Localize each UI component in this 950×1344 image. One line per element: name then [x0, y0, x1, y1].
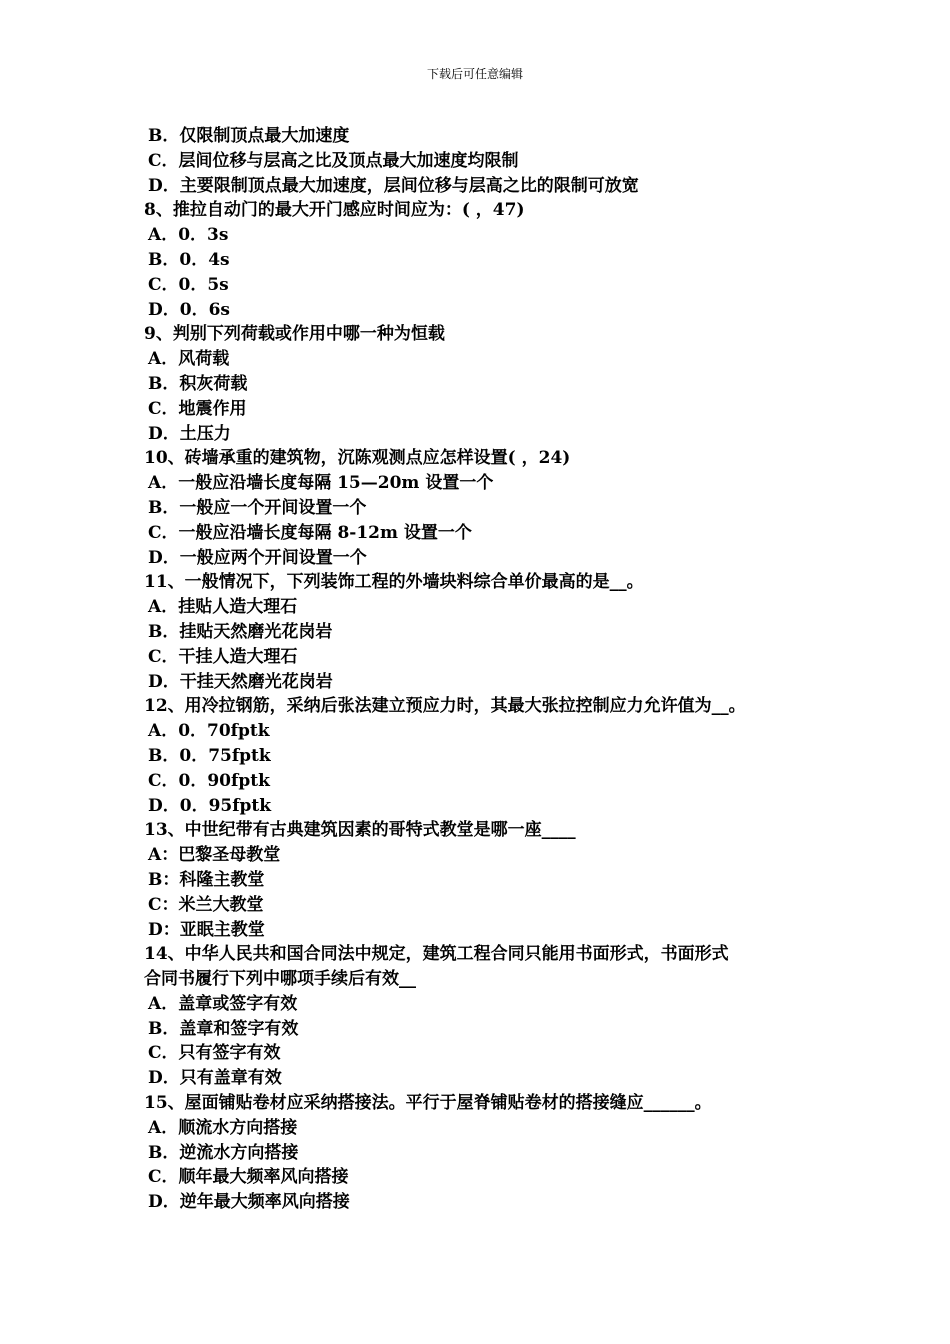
answer-option: C．层间位移与层高之比及顶点最大加速度均限制	[148, 150, 519, 171]
answer-option: B．逆流水方向搭接	[148, 1142, 299, 1163]
answer-option: C．干挂人造大理石	[148, 646, 298, 667]
answer-option: A．一般应沿墙长度每隔 15—20m 设置一个	[148, 473, 494, 494]
question-text: 11、一般情况下，下列装饰工程的外墙块料综合单价最高的是__。	[144, 572, 644, 593]
answer-option: C．顺年最大频率风向搭接	[148, 1167, 349, 1188]
question-text: 12、用冷拉钢筋，采纳后张法建立预应力时，其最大张拉控制应力允许值为__。	[144, 696, 746, 717]
answer-option: D．0．95fptk	[148, 795, 272, 816]
answer-option: C．地震作用	[148, 398, 247, 419]
question-text: 8、推拉自动门的最大开门感应时间应为：( ，47)	[144, 200, 525, 221]
answer-option: B．0．75fptk	[148, 745, 271, 766]
answer-option: A．风荷载	[148, 349, 230, 370]
answer-option: D．一般应两个开间设置一个	[148, 547, 367, 568]
answer-option: A．盖章或签字有效	[148, 993, 298, 1014]
answer-option: D．逆年最大频率风向搭接	[148, 1192, 350, 1213]
answer-option: A：巴黎圣母教堂	[148, 845, 281, 866]
answer-option: C．0．90fptk	[148, 770, 270, 791]
answer-option: C．一般应沿墙长度每隔 8-12m 设置一个	[148, 522, 472, 543]
answer-option: B：科隆主教堂	[148, 869, 265, 890]
answer-option: A．0．3s	[148, 225, 229, 246]
answer-option: A．顺流水方向搭接	[148, 1117, 298, 1138]
answer-option: D．土压力	[148, 423, 231, 444]
answer-option: B．一般应一个开间设置一个	[148, 497, 367, 518]
answer-option: C．只有签字有效	[148, 1043, 281, 1064]
answer-option: D．干挂天然磨光花岗岩	[148, 671, 333, 692]
answer-option: B．0．4s	[148, 249, 230, 270]
answer-option: D：亚眠主教堂	[148, 919, 265, 940]
question-list	[144, 124, 824, 1215]
question-text: 9、判别下列荷载或作用中哪一种为恒载	[144, 324, 445, 345]
question-text: 合同书履行下列中哪项手续后有效__	[144, 969, 416, 990]
answer-option: B．积灰荷载	[148, 373, 248, 394]
answer-option: D．主要限制顶点最大加速度，层间位移与层高之比的限制可放宽	[148, 175, 639, 196]
answer-option: D．0．6s	[148, 299, 230, 320]
answer-option: A．挂贴人造大理石	[148, 597, 298, 618]
question-text: 13、中世纪带有古典建筑因素的哥特式教堂是哪一座____	[144, 820, 576, 841]
answer-option: B．盖章和签字有效	[148, 1018, 299, 1039]
answer-option: C：米兰大教堂	[148, 894, 264, 915]
answer-option: D．只有盖章有效	[148, 1068, 282, 1089]
page-header: 下载后可任意编辑	[426, 67, 523, 81]
answer-option: A．0．70fptk	[148, 721, 270, 742]
answer-option: C．0．5s	[148, 274, 229, 295]
question-text: 15、屋面铺贴卷材应采纳搭接法。平行于屋脊铺贴卷材的搭接缝应______。	[144, 1093, 712, 1114]
question-text: 10、砖墙承重的建筑物，沉陈观测点应怎样设置( ，24)	[144, 448, 571, 469]
answer-option: B．挂贴天然磨光花岗岩	[148, 621, 333, 642]
question-text: 14、中华人民共和国合同法中规定，建筑工程合同只能用书面形式，书面形式	[144, 944, 729, 965]
answer-option: B．仅限制顶点最大加速度	[148, 126, 350, 146]
